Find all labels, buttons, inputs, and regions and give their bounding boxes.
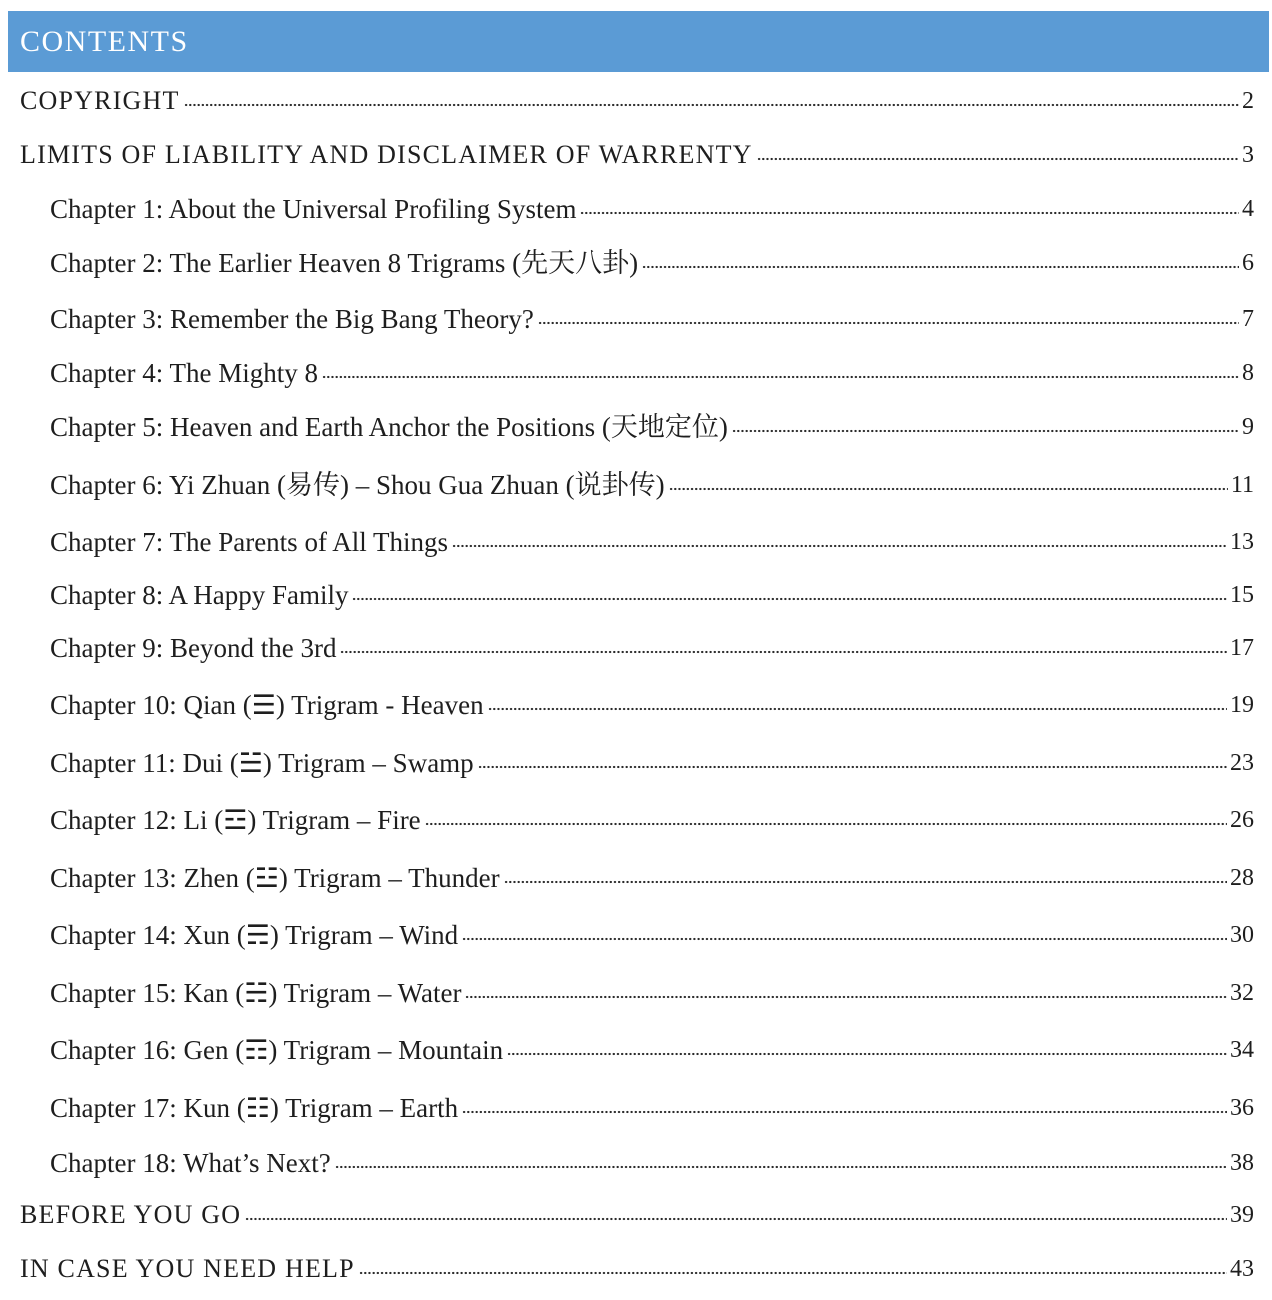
toc-page-number: 32 [1230,980,1254,1006]
toc-entry[interactable] [0,462,1272,502]
toc-entry-title: Chapter 11: Dui (☱) Trigram – Swamp [50,748,474,778]
toc-entry[interactable] [0,970,1272,1010]
toc-page-number: 2 [1242,88,1254,114]
toc-entry[interactable] [0,519,1272,559]
toc-header [8,11,1269,72]
toc-page-number: 17 [1230,635,1254,661]
dot-leader [465,992,1227,1002]
toc-entry-title: Chapter 2: The Earlier Heaven 8 Trigrams (先天八卦) [50,248,639,278]
toc-entry[interactable] [0,350,1272,390]
dot-leader [462,934,1227,944]
toc-page-number: 34 [1230,1037,1254,1063]
toc-page-number: 6 [1242,250,1254,276]
toc-entry[interactable] [0,625,1272,665]
toc-page-number: 30 [1230,922,1254,948]
toc-page-number: 28 [1230,865,1254,891]
toc-entry-title: LIMITS OF LIABILITY AND DISCLAIMER OF WARRENTY [20,140,753,169]
dot-leader [462,1107,1227,1117]
dot-leader [322,372,1239,382]
toc-entry-title: Chapter 15: Kan (☵) Trigram – Water [50,978,462,1008]
toc-entry-title: Chapter 16: Gen (☶) Trigram – Mountain [50,1035,504,1065]
dot-leader [507,1049,1227,1059]
toc-entry[interactable] [0,404,1272,444]
toc-page-number: 43 [1230,1256,1254,1282]
dot-leader [478,762,1227,772]
dot-leader [669,484,1228,494]
toc-page-number: 26 [1230,807,1254,833]
toc-entry-title: Chapter 12: Li (☲) Trigram – Fire [50,805,421,835]
toc-page-number: 9 [1242,414,1254,440]
toc-entry[interactable] [0,1192,1272,1232]
toc-entry[interactable] [0,572,1272,612]
toc-page-number: 15 [1230,582,1254,608]
dot-leader [732,426,1239,436]
toc-entry-title: Chapter 6: Yi Zhuan (易传) – Shou Gua Zhuan (说卦传) [50,470,665,500]
toc-entry[interactable] [0,240,1272,280]
toc-entry[interactable] [0,296,1272,336]
toc-entry-title: Chapter 17: Kun (☷) Trigram – Earth [50,1093,459,1123]
toc-entry[interactable] [0,78,1272,118]
toc-entry-title: Chapter 4: The Mighty 8 [50,358,318,388]
toc-entry[interactable] [0,1027,1272,1067]
toc-entry-title: Chapter 3: Remember the Big Bang Theory? [50,304,534,334]
toc-page-number: 23 [1230,750,1254,776]
toc-entry-title: Chapter 1: About the Universal Profiling System [50,194,577,224]
toc-entry[interactable] [0,1085,1272,1125]
toc-page-number: 11 [1230,472,1254,498]
dot-leader [245,1214,1227,1224]
toc-entry-title: Chapter 10: Qian (☰) Trigram - Heaven [50,690,484,720]
toc-entry[interactable] [0,740,1272,780]
dot-leader [580,208,1239,218]
toc-page-number: 38 [1230,1150,1254,1176]
toc-page-number: 3 [1242,142,1254,168]
toc-entry-title: Chapter 7: The Parents of All Things [50,527,448,557]
toc-page-number: 4 [1242,196,1254,222]
toc-entry[interactable] [0,912,1272,952]
toc-entry[interactable] [0,1140,1272,1180]
toc-entry-title: Chapter 13: Zhen (☳) Trigram – Thunder [50,863,500,893]
dot-leader [184,100,1239,110]
toc-entry[interactable] [0,132,1272,172]
dot-leader [488,704,1227,714]
toc-entry[interactable] [0,682,1272,722]
dot-leader [425,819,1227,829]
dot-leader [538,318,1239,328]
toc-entry-title: BEFORE YOU GO [20,1200,242,1229]
toc-title: CONTENTS [20,24,189,58]
toc-entry[interactable] [0,797,1272,837]
dot-leader [335,1162,1227,1172]
toc-page-number: 36 [1230,1095,1254,1121]
dot-leader [642,262,1239,272]
toc-entry[interactable] [0,855,1272,895]
dot-leader [359,1268,1227,1278]
toc-entry-title: COPYRIGHT [20,86,180,115]
dot-leader [352,594,1227,604]
toc-entry-title: IN CASE YOU NEED HELP [20,1254,355,1283]
dot-leader [504,877,1227,887]
dot-leader [340,647,1227,657]
toc-page-number: 19 [1230,692,1254,718]
toc-entry-title: Chapter 14: Xun (☴) Trigram – Wind [50,920,459,950]
toc-page-number: 39 [1230,1202,1254,1228]
toc-page-number: 7 [1242,306,1254,332]
toc-entry-title: Chapter 8: A Happy Family [50,580,349,610]
toc-entry[interactable] [0,186,1272,226]
toc-page-number: 8 [1242,360,1254,386]
toc-entry-title: Chapter 18: What’s Next? [50,1148,331,1178]
toc-page-number: 13 [1230,529,1254,555]
dot-leader [452,541,1227,551]
toc-entry[interactable] [0,1246,1272,1286]
dot-leader [757,154,1239,164]
toc-entry-title: Chapter 5: Heaven and Earth Anchor the Positions (天地定位) [50,412,728,442]
toc-entry-title: Chapter 9: Beyond the 3rd [50,633,337,663]
